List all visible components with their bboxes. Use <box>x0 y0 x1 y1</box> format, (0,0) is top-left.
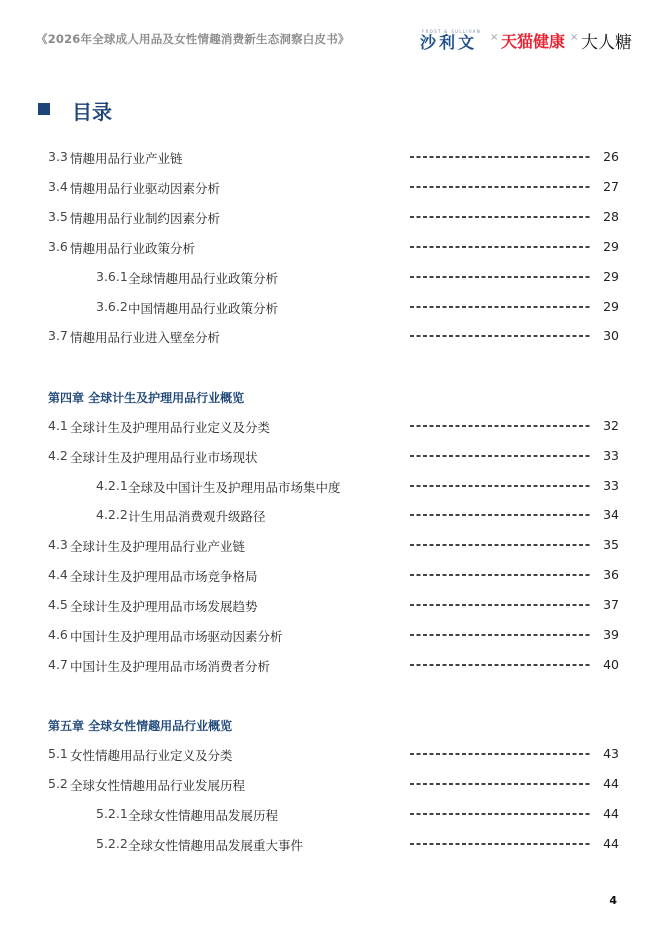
toc-entry-page: 27 <box>603 179 619 194</box>
toc-entry[interactable] <box>0 597 665 617</box>
toc-entry-label: 情趣用品行业政策分析 <box>70 241 196 256</box>
toc-entry[interactable] <box>0 328 665 348</box>
toc-subentry[interactable] <box>0 507 665 527</box>
toc-entry-number: 4.6 <box>48 627 68 642</box>
toc-entry-label: 情趣用品行业产业链 <box>70 151 183 166</box>
toc-subentry[interactable] <box>0 806 665 826</box>
toc-entry[interactable] <box>0 149 665 169</box>
toc-entry-page: 40 <box>603 657 619 672</box>
frost-sullivan-logo-subtext: FROST & SULLIVAN <box>422 29 481 34</box>
toc-entry-number: 3.6.1 <box>96 269 128 284</box>
toc-entry-number: 3.7 <box>48 328 68 343</box>
toc-entry-page: 32 <box>603 418 619 433</box>
toc-subentry[interactable] <box>0 478 665 498</box>
tmall-health-logo: 天猫健康 <box>501 32 566 51</box>
toc-entry-number: 4.1 <box>48 418 68 433</box>
chapter-heading: 第四章 全球计生及护理用品行业概览 <box>48 391 245 405</box>
toc-entry-page: 26 <box>603 149 619 164</box>
dot-leader <box>410 455 592 457</box>
square-bullet-icon <box>38 103 50 115</box>
toc-entry[interactable] <box>0 239 665 259</box>
toc-entry-label: 全球情趣用品行业政策分析 <box>128 271 279 286</box>
toc-entry-number: 3.6.2 <box>96 299 128 314</box>
toc-entry-number: 5.2.1 <box>96 806 128 821</box>
toc-entry-number: 4.2.1 <box>96 478 128 493</box>
toc-entry[interactable] <box>0 179 665 199</box>
dot-leader <box>410 604 592 606</box>
toc-entry-page: 29 <box>603 239 619 254</box>
toc-entry-page: 44 <box>603 806 619 821</box>
toc-entry-page: 44 <box>603 836 619 851</box>
dot-leader <box>410 753 592 755</box>
toc-entry-number: 4.2 <box>48 448 68 463</box>
toc-entry-number: 5.2.2 <box>96 836 128 851</box>
toc-entry[interactable] <box>0 537 665 557</box>
toc-subentry[interactable] <box>0 299 665 319</box>
toc-entry-page: 43 <box>603 746 619 761</box>
toc-entry-number: 4.4 <box>48 567 68 582</box>
toc-entry-number: 5.2 <box>48 776 68 791</box>
toc-entry-label: 全球计生及护理用品行业产业链 <box>70 539 246 554</box>
toc-entry[interactable] <box>0 776 665 796</box>
toc-entry-number: 3.3 <box>48 149 68 164</box>
toc-entry[interactable] <box>0 567 665 587</box>
toc-entry-page: 34 <box>603 507 619 522</box>
toc-entry-number: 3.4 <box>48 179 68 194</box>
toc-entry-number: 4.7 <box>48 657 68 672</box>
toc-entry-page: 39 <box>603 627 619 642</box>
toc-entry-number: 3.5 <box>48 209 68 224</box>
chapter-heading: 第五章 全球女性情趣用品行业概览 <box>48 719 233 733</box>
dot-leader <box>410 514 592 516</box>
toc-entry-page: 37 <box>603 597 619 612</box>
toc-entry-label: 全球女性情趣用品发展历程 <box>128 808 279 823</box>
toc-entry-page: 30 <box>603 328 619 343</box>
toc-entry-number: 4.5 <box>48 597 68 612</box>
toc-entry-label: 计生用品消费观升级路径 <box>128 509 266 524</box>
toc-entry-label: 全球计生及护理用品行业市场现状 <box>70 450 258 465</box>
dot-leader <box>410 813 592 815</box>
toc-entry-page: 35 <box>603 537 619 552</box>
dot-leader <box>410 246 592 248</box>
toc-subentry[interactable] <box>0 269 665 289</box>
toc-entry-page: 44 <box>603 776 619 791</box>
darenitang-logo: 大人糖 <box>581 33 632 53</box>
toc-entry-number: 4.3 <box>48 537 68 552</box>
frost-sullivan-logo-text: 沙利文 <box>420 33 478 52</box>
toc-entry[interactable] <box>0 448 665 468</box>
dot-leader <box>410 425 592 427</box>
toc-entry-page: 33 <box>603 448 619 463</box>
dot-leader <box>410 276 592 278</box>
page-number: 4 <box>609 894 617 907</box>
dot-leader <box>410 335 592 337</box>
toc-entry-page: 28 <box>603 209 619 224</box>
page-header-title: 《2026年全球成人用品及女性情趣消费新生态洞察白皮书》 <box>36 32 350 46</box>
dot-leader <box>410 574 592 576</box>
toc-entry-number: 4.2.2 <box>96 507 128 522</box>
toc-entry-label: 中国情趣用品行业政策分析 <box>128 301 279 316</box>
toc-entry[interactable] <box>0 209 665 229</box>
toc-entry-label: 全球计生及护理用品市场发展趋势 <box>70 599 258 614</box>
toc-entry[interactable] <box>0 657 665 677</box>
toc-entry-label: 情趣用品行业制约因素分析 <box>70 211 221 226</box>
toc-entry[interactable] <box>0 418 665 438</box>
dot-leader <box>410 186 592 188</box>
toc-subentry[interactable] <box>0 836 665 856</box>
toc-entry-label: 全球女性情趣用品行业发展历程 <box>70 778 246 793</box>
toc-entry-label: 全球女性情趣用品发展重大事件 <box>128 838 304 853</box>
dot-leader <box>410 664 592 666</box>
toc-entry-label: 情趣用品行业进入壁垒分析 <box>70 330 221 345</box>
dot-leader <box>410 306 592 308</box>
toc-entry-number: 3.6 <box>48 239 68 254</box>
toc-entry[interactable] <box>0 627 665 647</box>
dot-leader <box>410 156 592 158</box>
toc-entry-page: 33 <box>603 478 619 493</box>
toc-entry-label: 全球计生及护理用品行业定义及分类 <box>70 420 271 435</box>
toc-entry-label: 情趣用品行业驱动因素分析 <box>70 181 221 196</box>
toc-entry-label: 中国计生及护理用品市场消费者分析 <box>70 659 271 674</box>
toc-title: 目录 <box>72 100 112 124</box>
toc-entry-label: 女性情趣用品行业定义及分类 <box>70 748 233 763</box>
toc-entry-label: 全球及中国计生及护理用品市场集中度 <box>128 480 341 495</box>
toc-entry-page: 29 <box>603 269 619 284</box>
dot-leader <box>410 544 592 546</box>
dot-leader <box>410 843 592 845</box>
dot-leader <box>410 634 592 636</box>
toc-entry-label: 中国计生及护理用品市场驱动因素分析 <box>70 629 283 644</box>
toc-entry-page: 36 <box>603 567 619 582</box>
toc-entry[interactable] <box>0 746 665 766</box>
logo-separator: × <box>570 32 579 43</box>
toc-entry-label: 全球计生及护理用品市场竞争格局 <box>70 569 258 584</box>
partner-logos <box>418 20 648 60</box>
logo-separator: × <box>490 32 499 43</box>
dot-leader <box>410 783 592 785</box>
toc-entry-page: 29 <box>603 299 619 314</box>
dot-leader <box>410 485 592 487</box>
toc-entry-number: 5.1 <box>48 746 68 761</box>
dot-leader <box>410 216 592 218</box>
